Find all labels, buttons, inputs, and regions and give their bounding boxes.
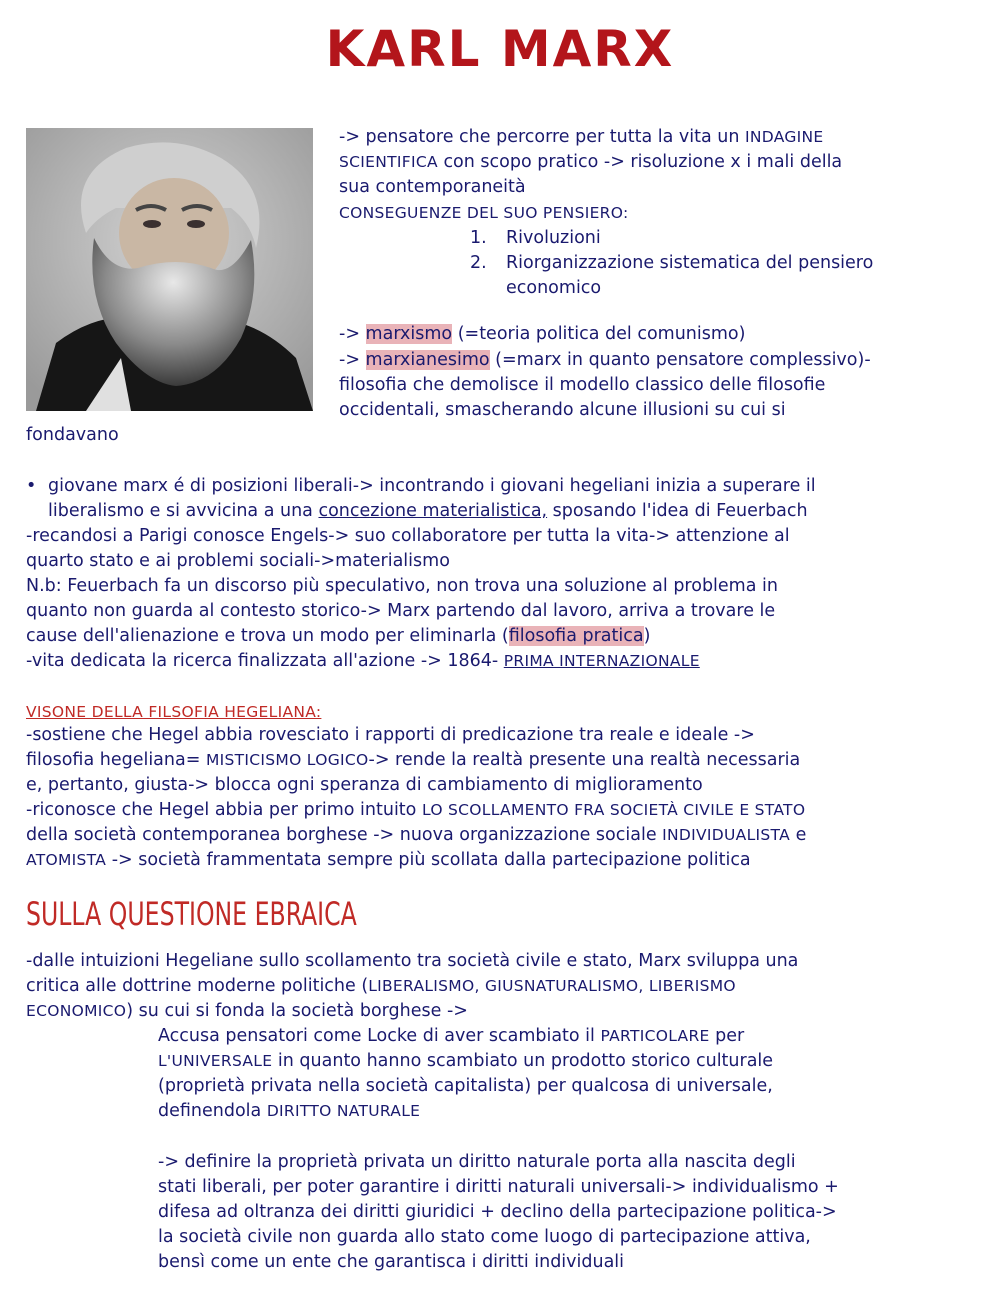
marxismo-line: -> marxismo (=teoria politica del comunismo) <box>339 324 746 344</box>
intro-line-m4: occidentali, smascherando alcune illusioni su cui si <box>339 400 786 420</box>
bio-line-3: -recandosi a Parigi conosce Engels-> suo collaboratore per tutta la vita-> attenzione al <box>26 526 790 546</box>
hegel-line-4: -riconosce che Hegel abbia per primo intuito LO SCOLLAMENTO FRA SOCIETÀ CIVILE E STATO <box>26 800 806 820</box>
ebraica-indent-4: definendola DIRITTO NATURALE <box>158 1101 421 1121</box>
ebraica-line-1: -dalle intuizioni Hegeliane sullo scollamento tra società civile e stato, Marx sviluppa una <box>26 951 799 971</box>
bio-line-8: -vita dedicata la ricerca finalizzata all'azione -> 1864- PRIMA INTERNAZIONALE <box>26 651 700 671</box>
ebraica-line-2: critica alle dottrine moderne politiche (LIBERALISMO, GIUSNATURALISMO, LIBERISMO <box>26 976 736 996</box>
ebraica-consequence-1: -> definire la proprietà privata un diritto naturale porta alla nascita degli <box>158 1152 796 1172</box>
hegel-heading: VISONE DELLA FILSOFIA HEGELIANA: <box>26 703 322 721</box>
ebraica-indent-2: L'UNIVERSALE in quanto hanno scambiato un prodotto storico culturale <box>158 1051 774 1071</box>
hegel-line-3: e, pertanto, giusta-> blocca ogni speranza di cambiamento di miglioramento <box>26 775 703 795</box>
bio-line-4: quarto stato e ai problemi sociali->materialismo <box>26 551 450 571</box>
ebraica-consequence-5: bensì come un ente che garantisca i diritti individuali <box>158 1252 625 1272</box>
bio-line-2: liberalismo e si avvicina a una concezione materialistica, sposando l'idea di Feuerbach <box>48 501 808 521</box>
portrait-photo <box>26 128 313 411</box>
intro-line-1: -> pensatore che percorre per tutta la vita un INDAGINE <box>339 127 824 147</box>
ebraica-line-3: ECONOMICO) su cui si fonda la società borghese -> <box>26 1001 468 1021</box>
hegel-line-1: -sostiene che Hegel abbia rovesciato i rapporti di predicazione tra reale e ideale -> <box>26 725 755 745</box>
ebraica-indent-3: (proprietà privata nella società capitalista) per qualcosa di universale, <box>158 1076 773 1096</box>
ebraica-consequence-2: stati liberali, per poter garantire i diritti naturali universali-> individualismo + <box>158 1177 839 1197</box>
consequences-list <box>470 226 873 301</box>
hegel-line-2: filosofia hegeliana= MISTICISMO LOGICO-> rende la realtà presente una realtà necessaria <box>26 750 801 770</box>
ebraica-indent-1: Accusa pensatori come Locke di aver scambiato il PARTICOLARE per <box>158 1026 745 1046</box>
bio-line-1: • giovane marx é di posizioni liberali-> incontrando i giovani hegeliani inizia a superare il <box>26 474 816 499</box>
intro-line-3: sua contemporaneità <box>339 177 526 197</box>
bio-line-6: quanto non guarda al contesto storico-> Marx partendo dal lavoro, arriva a trovare le <box>26 601 776 621</box>
intro-line-m3: filosofia che demolisce il modello classico delle filosofie <box>339 375 826 395</box>
highlight-marxismo: marxismo <box>365 324 453 344</box>
consequences-heading: CONSEGUENZE DEL SUO PENSIERO: <box>339 204 629 222</box>
page-title: KARL MARX <box>325 20 675 78</box>
ebraica-consequence-3: difesa ad oltranza dei diritti giuridici + declino della partecipazione politica-> <box>158 1202 837 1222</box>
section-heading-ebraica: SULLA QUESTIONE EBRAICA <box>26 895 357 933</box>
bullet-icon: • <box>26 476 37 496</box>
highlight-filosofia-pratica: filosofia pratica <box>508 626 644 646</box>
hegel-line-5: della società contemporanea borghese -> nuova organizzazione sociale INDIVIDUALISTA e <box>26 825 807 845</box>
hegel-line-6: ATOMISTA -> società frammentata sempre più scollata dalla partecipazione politica <box>26 850 751 870</box>
marxianesimo-line: -> marxianesimo (=marx in quanto pensatore complessivo)- <box>339 350 871 370</box>
list-item-continuation: economico <box>506 278 602 298</box>
list-item: 2. Riorganizzazione sistematica del pensiero <box>470 253 874 273</box>
highlight-marxianesimo: marxianesimo <box>365 350 490 370</box>
bio-line-7: cause dell'alienazione e trova un modo per eliminarla (filosofia pratica) <box>26 626 651 646</box>
ebraica-consequence-4: la società civile non guarda allo stato come luogo di partecipazione attiva, <box>158 1227 811 1247</box>
bio-line-5: N.b: Feuerbach fa un discorso più speculativo, non trova una soluzione al problema in <box>26 576 778 596</box>
intro-line-m5: fondavano <box>26 425 119 445</box>
list-item: 1. Rivoluzioni <box>470 228 601 248</box>
intro-line-2: SCIENTIFICA con scopo pratico -> risoluzione x i mali della <box>339 152 843 172</box>
